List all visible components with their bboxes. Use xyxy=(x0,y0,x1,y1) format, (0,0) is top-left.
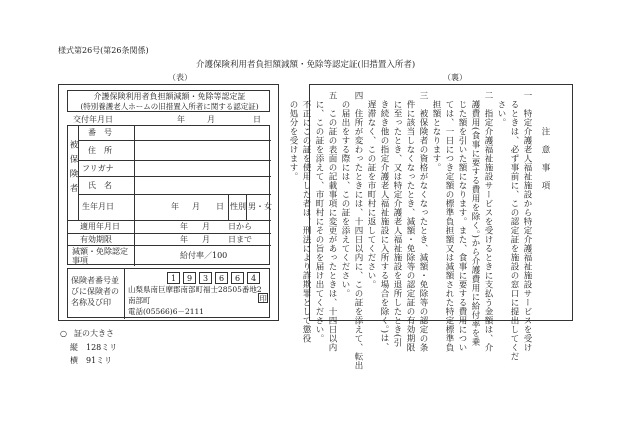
sex-value: 男・女 xyxy=(248,202,272,211)
apply-from: 日から xyxy=(228,222,252,231)
notes-heading: 注 意 事 項 xyxy=(540,127,550,190)
front-card xyxy=(58,84,279,321)
notes-area xyxy=(288,91,568,370)
footnote-bullet: ○ xyxy=(60,329,67,338)
insurer-digit: 6 xyxy=(215,272,228,284)
insurer-digit: 4 xyxy=(247,272,260,284)
insurer-name: 南部町 xyxy=(128,296,151,305)
note-line: 件に該当しなくなったとき、減額・免除等の認定証の有効期限 xyxy=(405,91,415,352)
insured-table xyxy=(67,125,270,265)
name-label: 氏 名 xyxy=(88,181,112,190)
valid-year: 年 xyxy=(180,235,188,244)
apply-year: 年 xyxy=(180,222,188,231)
note-line: 三 被保険者の資格がなくなったとき、減額・免除等の認定の条 xyxy=(418,91,428,352)
insurer-section xyxy=(67,268,270,318)
form-title: 介護保険利用者負担額減額・免除等認定証(旧措置入所者) xyxy=(196,60,416,70)
note-line: 遅滞なく、この証を市町村に返してください。 xyxy=(366,91,376,289)
note-line: さい。 xyxy=(496,91,506,127)
address-label: 住 所 xyxy=(88,146,112,155)
sex-label: 性別 xyxy=(230,202,246,211)
front-heading-line2: (特別養護老人ホームの旧措置入所者に関する認定証) xyxy=(80,102,259,111)
issue-date-label: 交付年月日 xyxy=(73,115,113,124)
note-line: き続き他の指定介護老人福祉施設に入所する場合を除く。)は、 xyxy=(379,91,389,352)
front-heading-line1: 介護保険利用者負担額減額・免除等認定証 xyxy=(93,92,246,101)
side-back-label: （裏） xyxy=(443,73,467,82)
birth-month: 月 xyxy=(192,202,200,211)
valid-until: 日まで xyxy=(228,235,252,244)
apply-month: 月 xyxy=(202,222,210,231)
note-line: 四 住所が変わったときには、十四日以内に、この証を添えて、転出 xyxy=(353,91,363,370)
valid-month: 月 xyxy=(202,235,210,244)
note-line: 不正にこの証を使用した者は、刑法により詐欺罪として懲役 xyxy=(301,91,311,343)
footnote-height: 縦 128ミリ xyxy=(70,343,118,352)
birth-year: 年 xyxy=(171,202,179,211)
note-line: ては、一日につき定額の標準負担額又は減額された特定標準負 xyxy=(444,91,454,352)
note-line: 五 この証の表面の記載事項に変更があったときは、十四日以内 xyxy=(327,91,337,352)
furigana-label: フリガナ xyxy=(82,164,114,173)
birth-day: 日 xyxy=(216,202,224,211)
note-line: るときは、必ず事前に、この認定証を施設の窓口に提出してくだ xyxy=(509,91,519,361)
benefit-ratio: 給付率／100 xyxy=(180,251,228,260)
note-line: じた額を引いた額になります。また、食事に要する費用につい xyxy=(457,91,467,352)
seal-mark: 印 xyxy=(259,294,267,303)
note-line: に至ったとき、又は特定介護老人福祉施設を退所したとき(引 xyxy=(392,91,402,347)
note-line: に、この証を添えて、市町村にその旨を届け出てください。 xyxy=(314,91,324,343)
reduction-label: 減額・免除認定事項 xyxy=(72,247,128,265)
issue-year: 年 xyxy=(177,115,185,124)
issue-day: 日 xyxy=(253,115,261,124)
side-front-label: （表） xyxy=(168,73,192,82)
front-heading-box xyxy=(67,90,270,112)
form-number: 様式第26号(第26条関係) xyxy=(58,46,149,55)
note-line: の処分を受けます。 xyxy=(288,91,298,181)
insurer-digit: 1 xyxy=(167,272,180,284)
note-line: 担額となります。 xyxy=(431,91,441,172)
valid-until-label: 有効期限 xyxy=(80,235,112,244)
back-card xyxy=(288,84,573,370)
footnote-size-title: 証の大きさ xyxy=(74,329,114,338)
insurer-phone: 電話(05566)6－2111 xyxy=(128,307,205,316)
apply-date-label: 適用年月日 xyxy=(80,222,120,231)
note-line: 護費用(食事に要する費用を除く。)から介護費用に給付率を乗 xyxy=(470,91,480,347)
note-line: 二 指定介護福祉施設サービスを受けるときに支払う金額は、介 xyxy=(483,91,493,352)
insurer-digit: 6 xyxy=(231,272,244,284)
insurer-digit: 3 xyxy=(199,272,212,284)
number-label: 番 号 xyxy=(88,128,112,137)
footnote-width: 横 91ミリ xyxy=(70,356,113,365)
note-line: の届出をする際には、この証を添えてください。 xyxy=(340,91,350,298)
insurer-address: 山梨県南巨摩郡南部町福士28505番地2 xyxy=(128,285,262,294)
issue-month: 月 xyxy=(207,115,215,124)
birth-date-label: 生年月日 xyxy=(82,202,114,211)
insured-label: 被保険者 xyxy=(68,140,78,198)
insurer-digit: 9 xyxy=(183,272,196,284)
note-line: 一 特定介護老人福祉施設から特定介護福祉施設サービスを受け xyxy=(522,91,532,352)
insurer-label: 保険者番号並びに保険者の名称及び印 xyxy=(71,276,119,307)
